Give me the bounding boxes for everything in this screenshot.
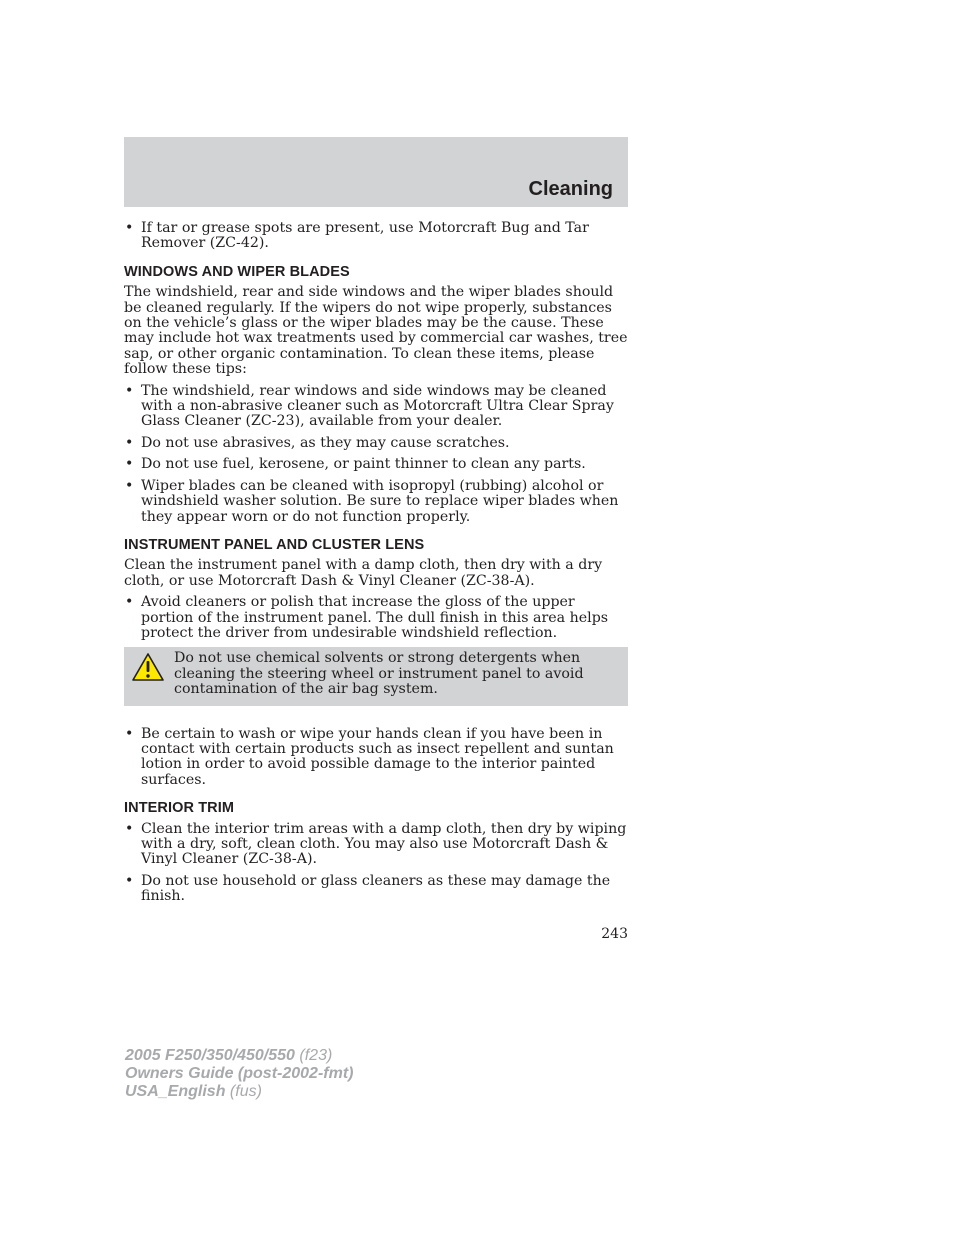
warning-box bbox=[124, 647, 628, 705]
instrument-panel-bullet-list-2 bbox=[124, 727, 628, 789]
windows-bullet-list bbox=[124, 384, 628, 525]
document-footer bbox=[125, 1047, 353, 1101]
list-item: • Avoid cleaners or polish that increase the gloss of the upper portion of the instrument panel. The dull finish in this area helps protect the driver from undesirable windshield reflection. bbox=[125, 594, 609, 641]
paragraph-windows: The windshield, rear and side windows and the wiper blades should be cleaned regularly. If the wipers do not wipe properly, substances on the vehicle’s glass or the wiper blades may be the cause. These may include hot wax treatments used by commercial car washes, tree sap, or other organic contamination. To clean these items, please follow these tips: bbox=[124, 284, 628, 378]
bullet-text: Clean the interior trim areas with a damp cloth, then dry by wiping with a dry, soft, clean cloth. You may also use Motorcraft Dash & Vinyl Cleaner (ZC-38-A). bbox=[141, 820, 627, 868]
footer-model-code: (f23) bbox=[299, 1047, 333, 1064]
bullet-text: Wiper blades can be cleaned with isopropyl (rubbing) alcohol or windshield washer solution. Be sure to replace wiper blades when they appear worn or do not function properly. bbox=[141, 477, 619, 525]
section-header-band bbox=[124, 137, 628, 207]
bullet-text: Do not use household or glass cleaners as these may damage the finish. bbox=[141, 872, 611, 905]
section-title: Cleaning bbox=[528, 178, 613, 200]
list-item: • Wiper blades can be cleaned with isopropyl (rubbing) alcohol or windshield washer solution. Be sure to replace wiper blades when they appear worn or do not function properly. bbox=[125, 477, 619, 525]
page-content bbox=[124, 221, 628, 911]
heading-instrument-panel: INSTRUMENT PANEL AND CLUSTER LENS bbox=[124, 536, 425, 553]
bullet-text: The windshield, rear windows and side windows may be cleaned with a non-abrasive cleaner such as Motorcraft Ultra Clear Spray Glass Cleaner (ZC-23), available from your dealer. bbox=[141, 382, 614, 430]
heading-interior-trim: INTERIOR TRIM bbox=[124, 800, 235, 817]
footer-line-2: Owners Guide (post-2002-fmt) bbox=[125, 1065, 354, 1082]
list-item: • Do not use household or glass cleaners as these may damage the finish. bbox=[125, 872, 611, 905]
interior-trim-bullet-list bbox=[124, 822, 628, 905]
footer-line-3 bbox=[125, 1083, 353, 1101]
instrument-panel-bullet-list bbox=[124, 595, 628, 641]
heading-windows: WINDOWS AND WIPER BLADES bbox=[124, 263, 350, 280]
list-item: • Be certain to wash or wipe your hands clean if you have been in contact with certain products such as insect repellent and suntan lotion in order to avoid possible damage to the interior painted surfaces. bbox=[125, 725, 614, 788]
list-item: • If tar or grease spots are present, use Motorcraft Bug and Tar Remover (ZC-42). bbox=[125, 220, 589, 252]
page-number: 243 bbox=[601, 926, 628, 942]
list-item: • Do not use abrasives, as they may cause scratches. bbox=[125, 434, 510, 451]
bullet-text: Do not use fuel, kerosene, or paint thinner to clean any parts. bbox=[141, 456, 586, 473]
list-item: • The windshield, rear windows and side windows may be cleaned with a non-abrasive cleaner such as Motorcraft Ultra Clear Spray Glass Cleaner (ZC-23), available from your dealer. bbox=[125, 382, 614, 430]
bullet-text: Be certain to wash or wipe your hands clean if you have been in contact with certain products such as insect repellent and suntan lotion in order to avoid possible damage to the interior painted surfaces. bbox=[141, 725, 614, 788]
list-item: • Clean the interior trim areas with a damp cloth, then dry by wiping with a dry, soft, clean cloth. You may also use Motorcraft Dash & Vinyl Cleaner (ZC-38-A). bbox=[125, 820, 627, 868]
bullet-text: If tar or grease spots are present, use Motorcraft Bug and Tar Remover (ZC-42). bbox=[141, 220, 589, 252]
footer-language-code: (fus) bbox=[229, 1083, 262, 1100]
footer-line-1 bbox=[125, 1047, 353, 1065]
intro-bullet-list bbox=[124, 221, 628, 252]
bullet-text: Avoid cleaners or polish that increase the gloss of the upper portion of the instrument panel. The dull finish in this area helps protect the driver from undesirable windshield reflection. bbox=[141, 594, 609, 641]
bullet-text: Do not use abrasives, as they may cause scratches. bbox=[141, 434, 510, 451]
paragraph-instrument-panel: Clean the instrument panel with a damp cloth, then dry with a dry cloth, or use Motorcraft Dash & Vinyl Cleaner (ZC-38-A). bbox=[124, 557, 603, 589]
footer-model: 2005 F250/350/450/550 bbox=[125, 1047, 295, 1064]
warning-triangle-icon bbox=[131, 652, 165, 682]
footer-language: USA_English bbox=[125, 1083, 226, 1100]
warning-text: Do not use chemical solvents or strong detergents when cleaning the steering wheel or instrument panel to avoid contamination of the air bag system. bbox=[174, 650, 584, 698]
list-item: • Do not use fuel, kerosene, or paint thinner to clean any parts. bbox=[125, 456, 586, 473]
